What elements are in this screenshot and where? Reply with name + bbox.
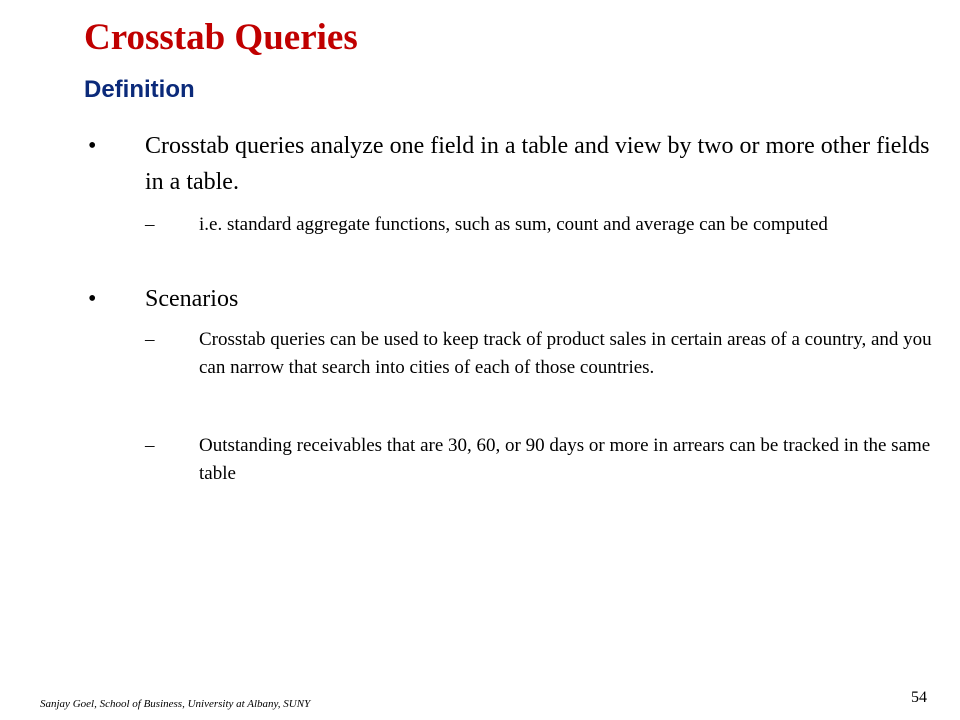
bullet-text-scenarios: Scenarios [145,286,239,312]
slide-title: Crosstab Queries [84,17,358,58]
page-number: 54 [911,689,927,706]
slide-subtitle: Definition [84,76,195,103]
subbullet-text-product-sales: Crosstab queries can be used to keep track of product sales in certain areas of a country, and you can narrow that search into cities of each of those countries. [199,329,932,378]
subbullet-marker: – [145,435,155,456]
footer-credit: Sanjay Goel, School of Business, University at Albany, SUNY [40,698,311,710]
subbullet-text-receivables: Outstanding receivables that are 30, 60, or 90 days or more in arrears can be tracked in the same table [199,435,931,484]
subbullet-marker: – [145,329,155,350]
bullet-marker: • [88,286,97,312]
subbullet-text-aggregate-functions: i.e. standard aggregate functions, such as sum, count and average can be computed [199,214,828,235]
subbullet-marker: – [145,214,155,235]
bullet-text-crosstab-definition: Crosstab queries analyze one field in a table and view by two or more other fields in a table. [145,133,930,195]
bullet-marker: • [88,133,97,159]
